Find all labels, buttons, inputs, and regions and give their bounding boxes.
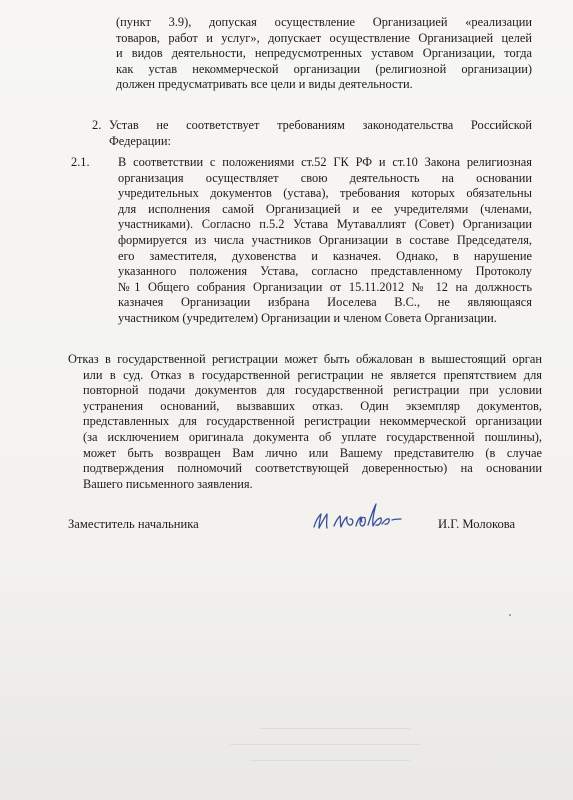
text-line: В соответствии с положениями ст.52 ГК РФ и ст.10 Закона религиозная [118,155,532,169]
scan-speck [509,614,511,616]
text-line: для исполнения самой Организацией и ее учредителями (членами, [118,201,532,216]
text-line: (пункт 3.9), допуская осуществление Организацией «реализации [116,15,532,29]
text-line: устранения оснований, вызвавших отказ. Один экземпляр документов, [83,398,542,413]
text-line: участником (учредителем) Организации и членом Совета Организации. [118,310,497,325]
text-line: как устав некоммерческой организации (религиозной организации) [116,61,532,76]
text-line: участниками). Согласно п.5.2 Устава Мутаваллият (Совет) Организации [118,217,532,232]
text-line: Вашего письменного заявления. [83,476,253,491]
text-line: указанного положения Устава, согласно представленному Протоколу [118,264,532,279]
bleed-through-mark [260,728,410,729]
text-line: его заместителя, духовенства и казначея. Однако, в нарушение [118,248,532,263]
item-number: 2.1. [71,155,90,169]
text-line: №1 Общего собрания Организации от 15.11.2012 № 12 на должность [118,279,532,294]
handwritten-signature [310,500,415,538]
text-line: казначея Организации избрана Иоселева В.С., не являющаяся [118,295,532,310]
text-line: представленных для государственной регистрации некоммерческой организации [83,414,542,429]
item-number: 2. [92,118,102,132]
bleed-through-mark [250,760,410,761]
text-line: повторной подачи документов для государственной регистрации при условии [83,383,542,398]
item-2-1-text [118,155,532,327]
text-line: может быть возвращен Вам лично или Вашему представителю (в случае [83,445,542,460]
text-line: и видов деятельности, непредусмотренных уставом Организации, тогда [116,46,532,61]
text-line: должен предусматривать все цели и виды деятельности. [116,77,413,92]
item-2-text [109,118,532,149]
signer-position: Заместитель начальника [68,517,199,531]
text-line: (за исключением оригинала документа об уплате государственной пошлины), [83,429,542,444]
text-line: учредительных документов (устава), требования которых обязательны [118,186,532,201]
text-line: или в суд. Отказ в государственной регистрации не является препятствием для [83,367,542,382]
text-line: формируется из числа участников Организации в составе Председателя, [118,232,532,247]
text-line: Федерации: [109,133,171,148]
paragraph-continuation [116,15,532,93]
appeal-paragraph [68,352,542,492]
text-line: Отказ в государственной регистрации может быть обжалован в вышестоящий орган [68,352,542,366]
bleed-through-mark [230,744,420,745]
text-line: Устав не соответствует требованиям законодательства Российской [109,118,532,132]
signer-name: И.Г. Молокова [438,517,516,531]
text-line: подтверждения полномочий соответствующей доверенностью) на основании [83,461,542,476]
text-line: организация осуществляет свою деятельность на основании [118,170,532,185]
text-line: товаров, работ и услуг», допускает осуществление Организацией целей [116,30,532,45]
